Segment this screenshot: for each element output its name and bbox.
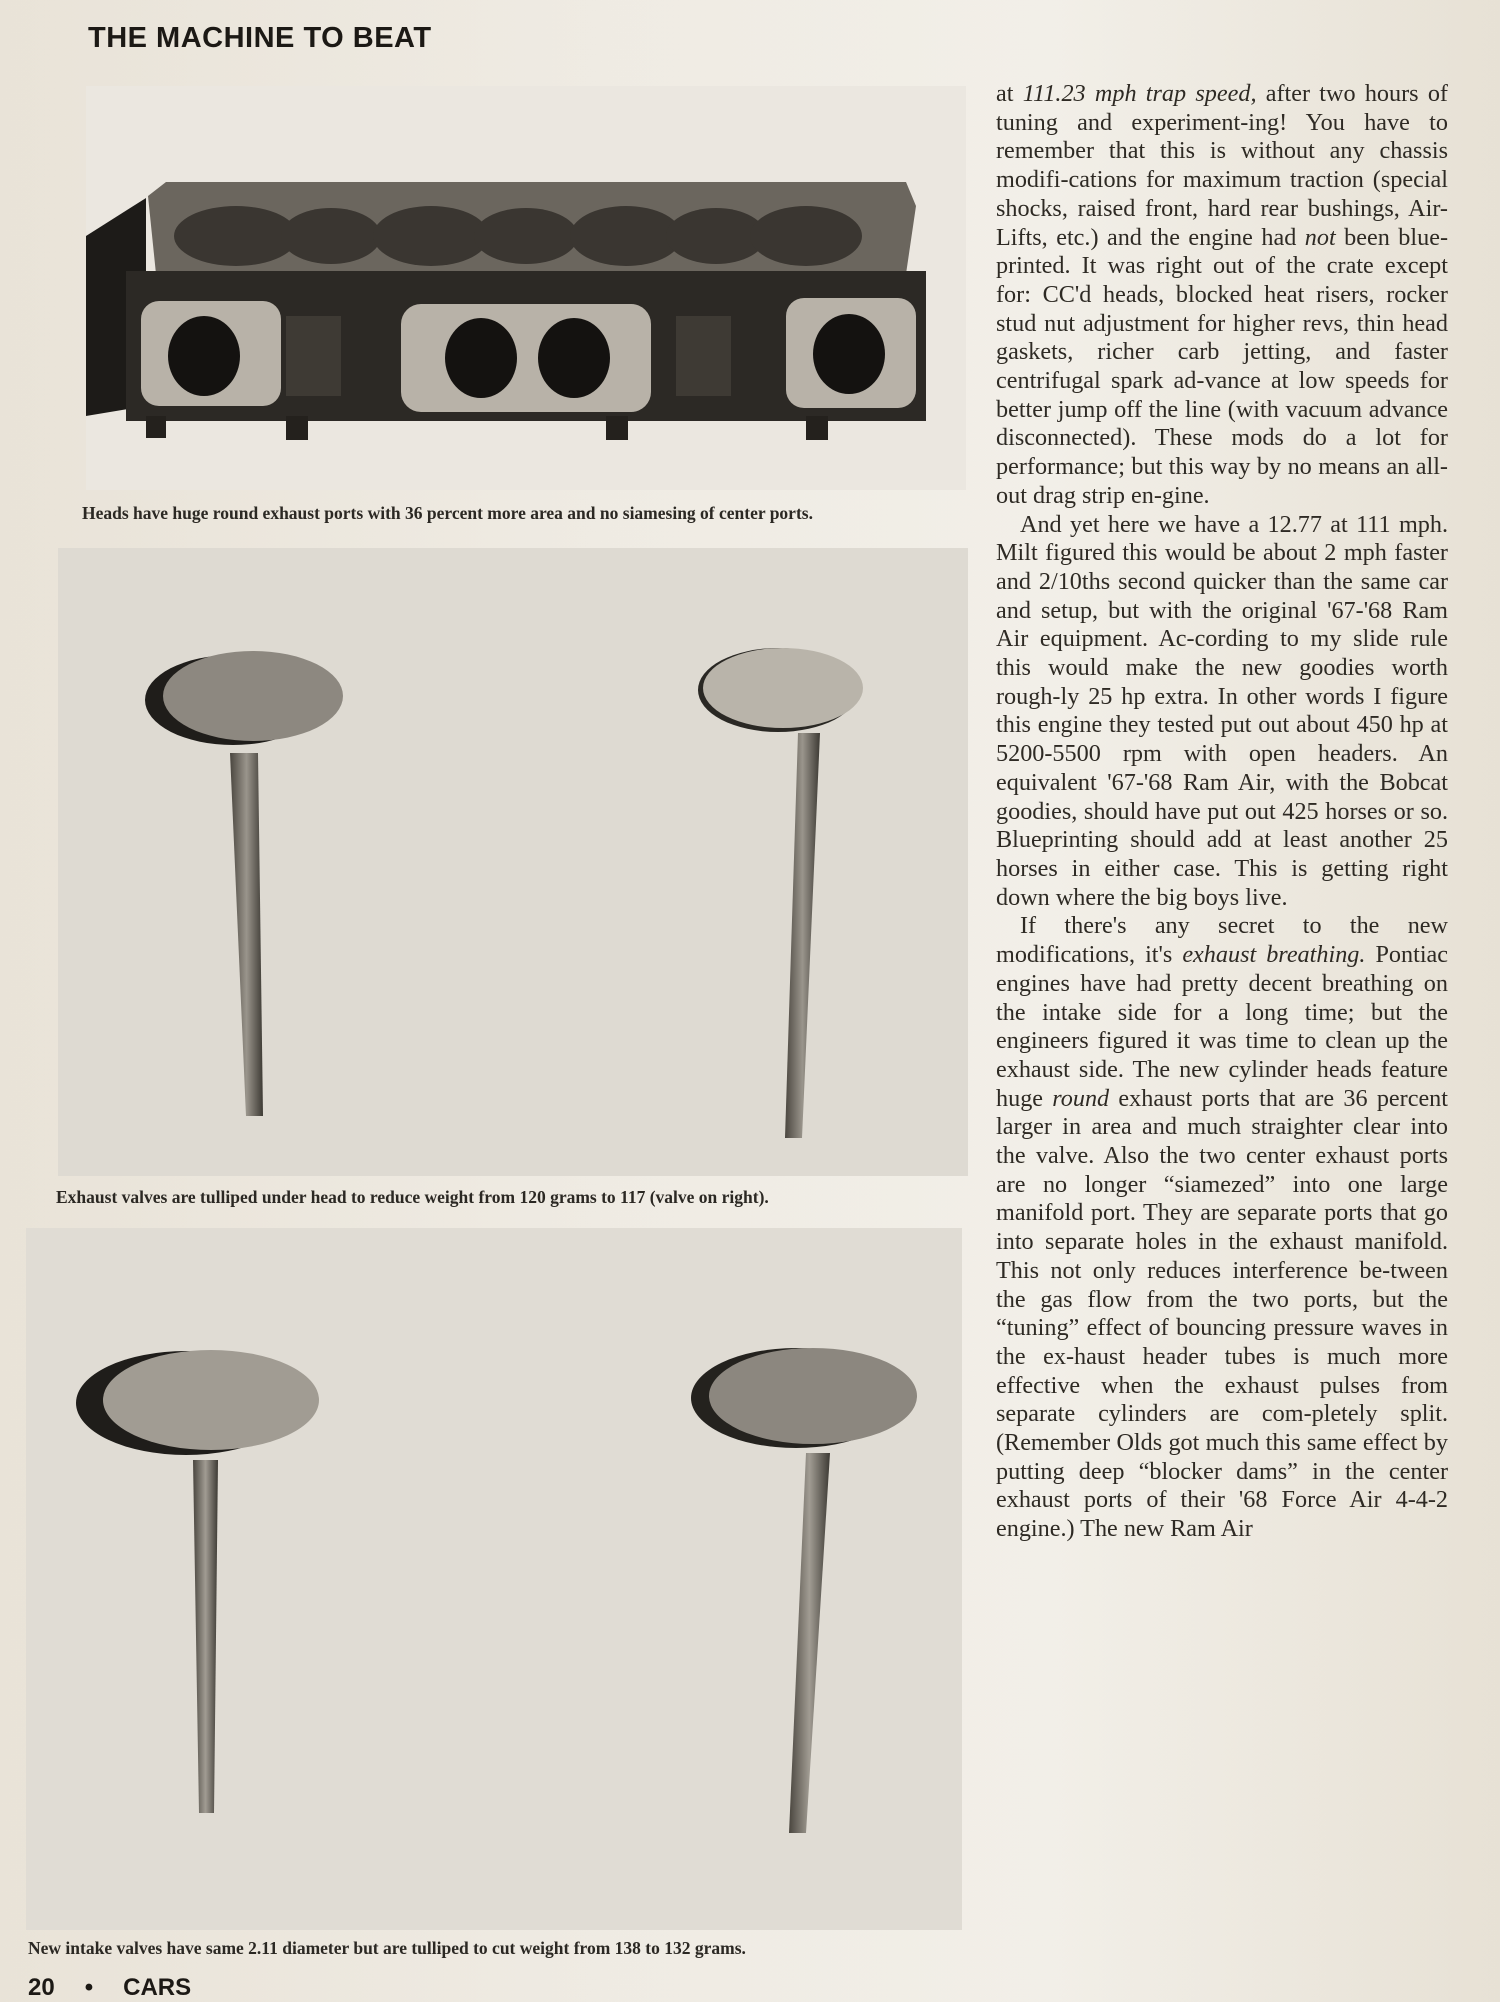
page-header: THE MACHINE TO BEAT: [88, 22, 432, 54]
exhaust-valves-photo: [58, 548, 968, 1176]
article-column: [996, 80, 1448, 1544]
figure-caption: New intake valves have same 2.11 diameter but are tulliped to cut weight from 138 to 132 grams.: [28, 1938, 746, 1958]
footer-separator: •: [84, 1974, 94, 2001]
article-paragraph: at 111.23 mph trap speed, after two hours of tuning and experiment-ing! You have to remember that this is without any chassis modifi-cations for maximum traction (special shocks, raised front, hard rear bushings, Air-Lifts, etc.) and the engine had not been blue-printed. It was right out of the crate except for: CC'd heads, blocked heat risers, rocker stud nut adjustment for higher revs, thin head gaskets, richer carb jetting, and faster centrifugal spark ad-vance at low speeds for better jump off the line (with vacuum advance disconnected). These mods do a lot for performance; but this way by no means an all-out drag strip en-gine.: [996, 80, 1449, 509]
magazine-name: CARS: [123, 1974, 192, 2001]
figure-caption: Heads have huge round exhaust ports with 36 percent more area and no siamesing of center ports.: [82, 503, 813, 523]
intake-valves-photo: [26, 1228, 962, 1930]
figure-caption: Exhaust valves are tulliped under head to reduce weight from 120 grams to 117 (valve on right).: [56, 1187, 769, 1207]
cylinder-head-photo: [86, 86, 966, 490]
article-paragraph: If there's any secret to the new modifications, it's exhaust breathing. Pontiac engines have had pretty decent breathing on the intake side for a long time; but the engineers figured it was time to clean up the exhaust side. The new cylinder heads feature huge round exhaust ports that are 36 percent larger in area and much straighter clear into the valve. Also the two center exhaust ports are no longer “siamezed” into one large manifold port. They are separate ports that go into separate holes in the exhaust manifold. This not only reduces interference be-tween the gas flow from the two ports, but the “tuning” effect of bouncing pressure waves in the ex-haust header tubes is much more effective when the exhaust pulses from separate cylinders are com-pletely split. (Remember Olds got much this same effect by putting deep “blocker dams” in the center exhaust ports of their '68 Force Air 4-4-2 engine.) The new Ram Air: [996, 912, 1449, 1543]
article-paragraph: And yet here we have a 12.77 at 111 mph. Milt figured this would be about 2 mph faster and 2/10ths second quicker than the same car and setup, but with the original '67-'68 Ram Air equipment. Ac-cording to my slide rule this would make the new goodies worth rough-ly 25 hp extra. In other words I figure this engine they tested put out about 450 hp at 5200-5500 rpm with open headers. An equivalent '67-'68 Ram Air, with the Bobcat goodies, should have put out 425 horses or so. Blueprinting should add at least another 25 horses in either case. This is getting right down where the big boys live.: [996, 510, 1448, 911]
page-number: 20: [28, 1974, 55, 2001]
page-footer: [28, 1974, 191, 2002]
